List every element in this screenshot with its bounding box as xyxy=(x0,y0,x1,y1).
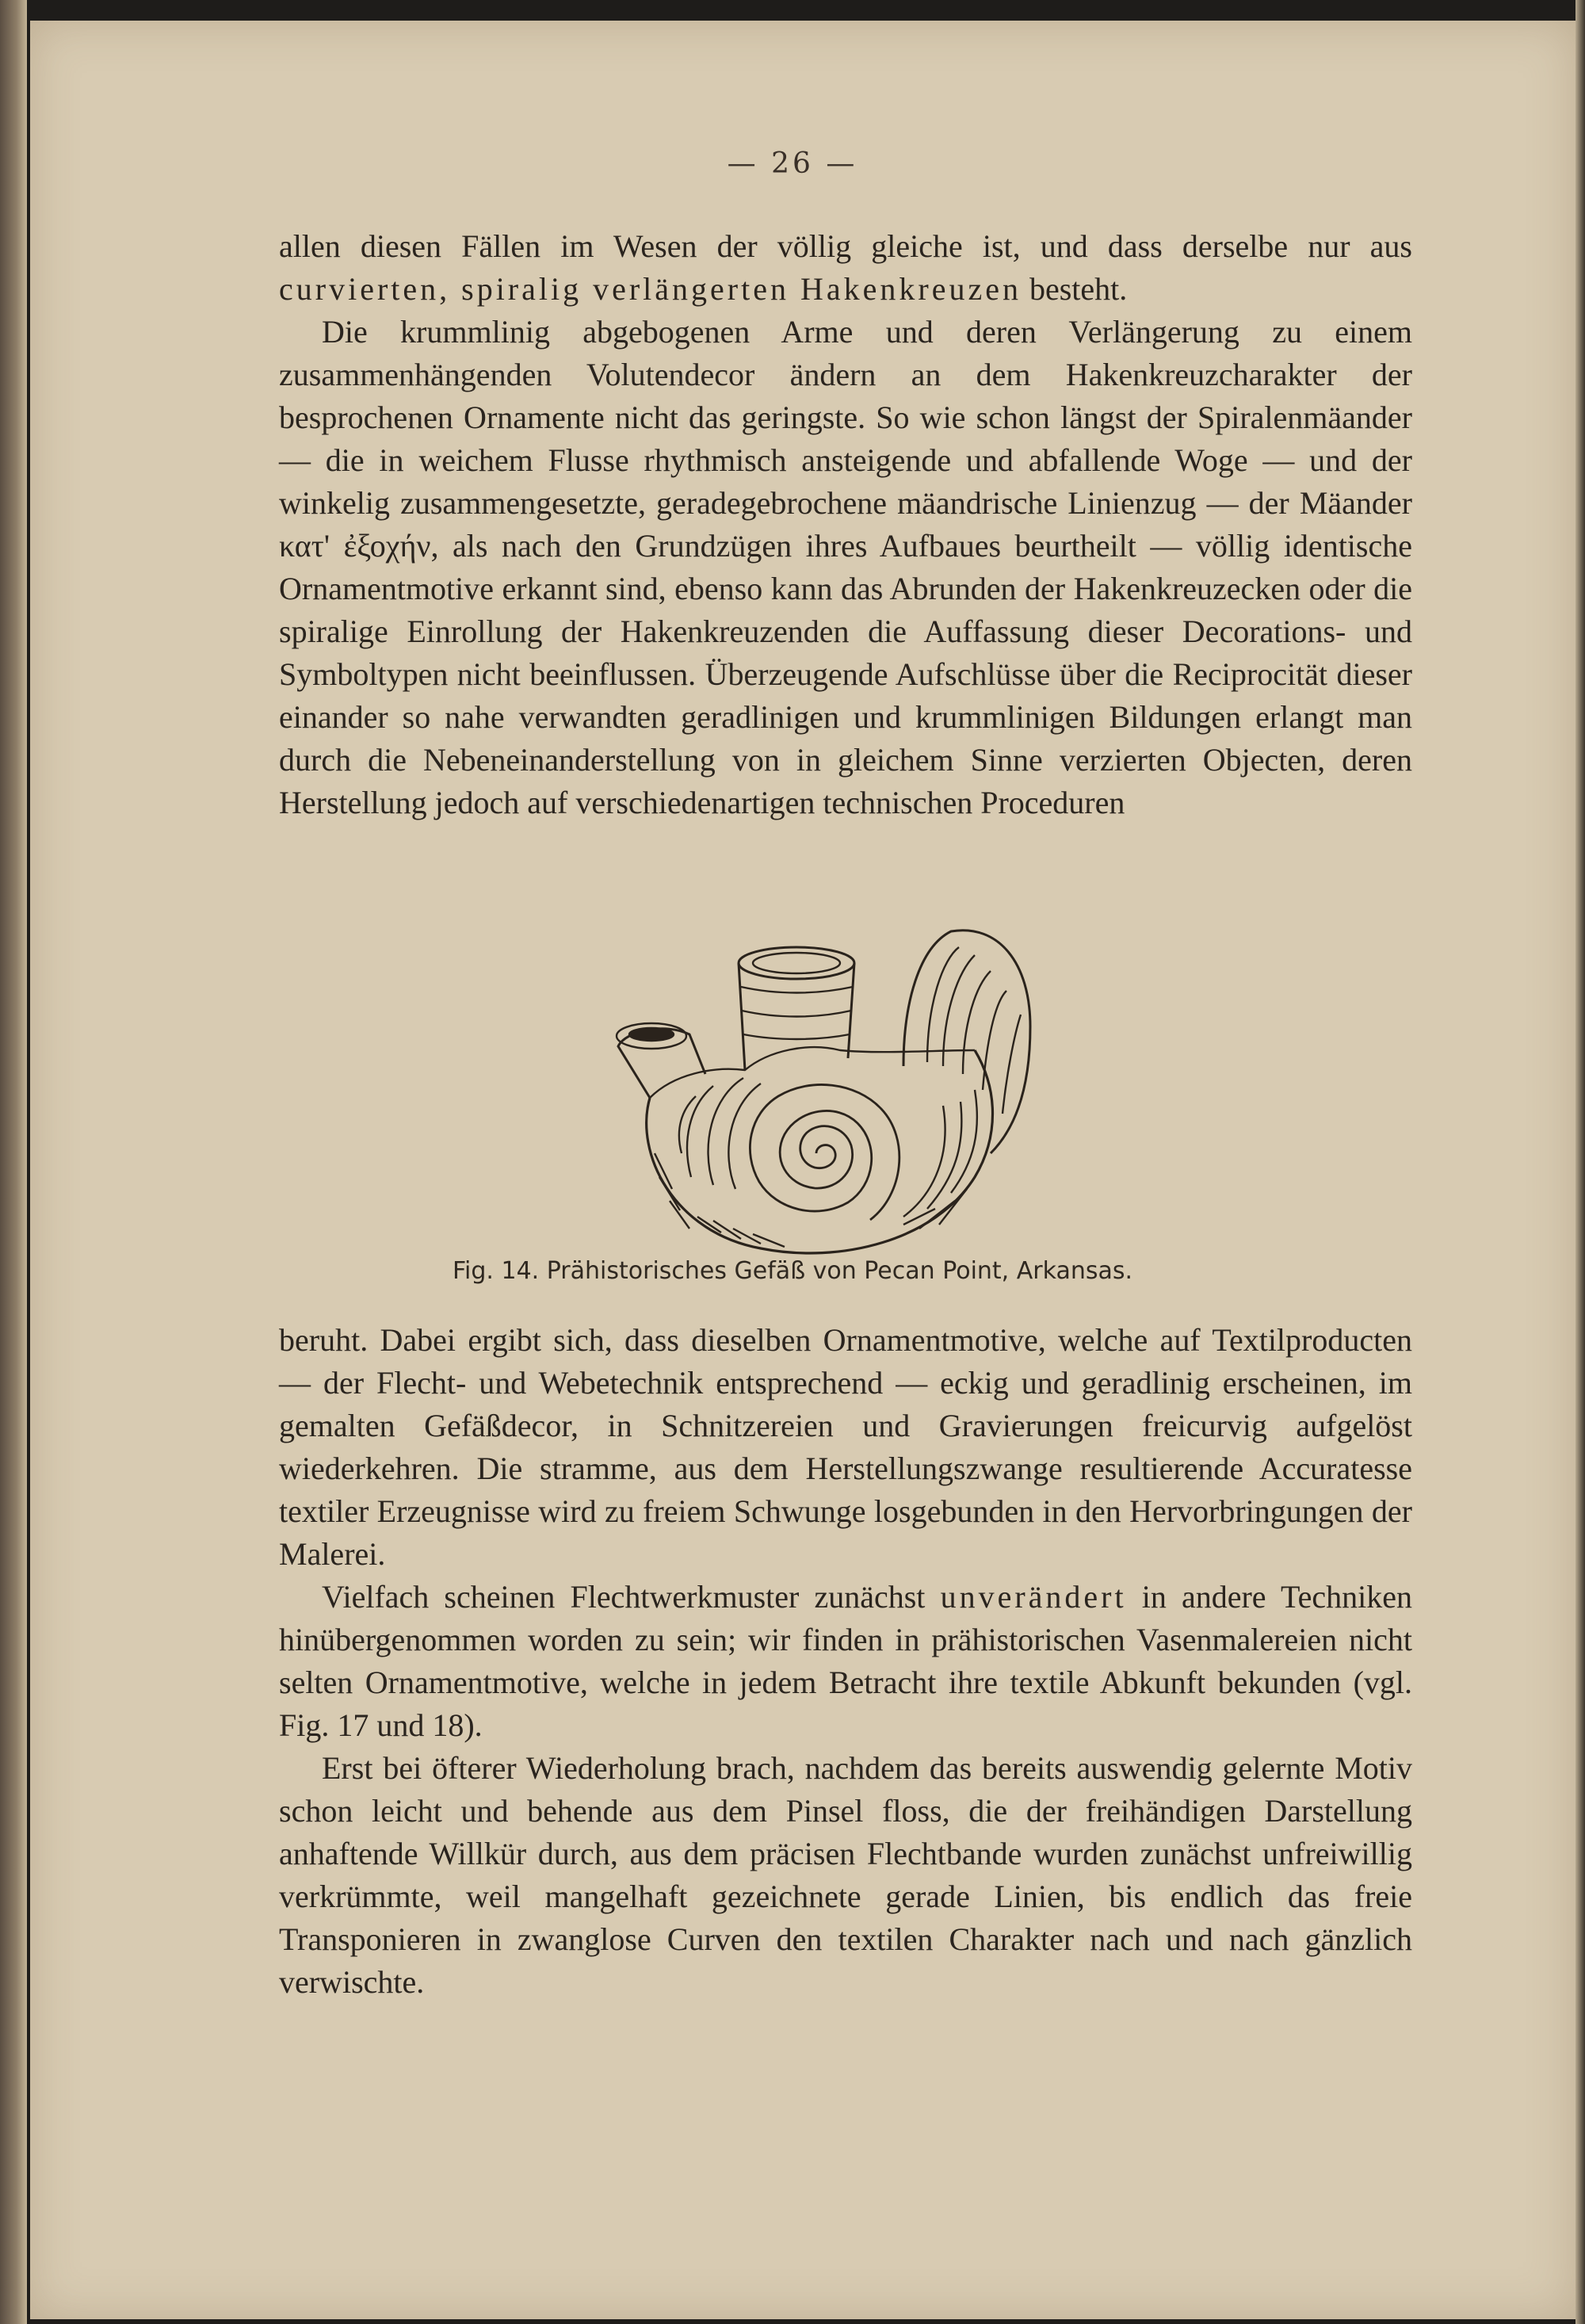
paragraph-4-end: in andere Techniken hinübergenommen worden zu sein; wir finden in prähistorischen Vasenmalereien nicht selten Ornamentmotive, welche in jedem Betracht ihre textile Abkunft bekunden (vgl. Fig. 17 und 18). xyxy=(279,1579,1412,1743)
paragraph-2: Die krummlinig abgebogenen Arme und deren Verlängerung zu einem zusammenhängenden Volutendecor ändern an dem Hakenkreuzcharakter der besprochenen Ornamente nicht das geringste. So wie schon längst der Spiralenmäander — die in weichem Flusse rhythmisch ansteigende und abfallende Woge — und der winkelig zusammengesetzte, geradegebrochene mäandrische Linienzug — der Mäander κατ' ἐξοχήν, als nach den Grundzügen ihres Aufbaues beurtheilt — völlig identische Ornamentmotive erkannt sind, ebenso kann das Abrunden der Hakenkreuzecken oder die spiralige Einrollung der Hakenkreuzenden die Auffassung dieser Decorations- und Symboltypen nicht beeinflussen. Überzeugende Aufschlüsse über die Reciprocität dieser einander so nahe verwandten geradlinigen und krummlinigen Bildungen erlangt man durch die Nebeneinanderstellung von in gleichem Sinne verzierten Objecten, deren Herstellung jedoch auf verschiedenartigen technischen Proceduren xyxy=(279,314,1412,820)
top-text-block xyxy=(279,225,1412,824)
paragraph-1-text: allen diesen Fällen im Wesen der völlig gleiche ist, und dass derselbe nur aus xyxy=(279,228,1412,264)
bottom-text-block xyxy=(279,1319,1412,2004)
paragraph-4 xyxy=(279,1576,1412,1747)
paragraph-4-text: Vielfach scheinen Flechtwerkmuster zunächst xyxy=(322,1579,941,1615)
figure-14-vessel xyxy=(602,915,1046,1264)
page-number: — 26 — xyxy=(727,147,858,180)
figure-caption: Fig. 14. Prähistorisches Gefäß von Pecan Point, Arkansas. xyxy=(452,1257,1133,1285)
paragraph-3: beruht. Dabei ergibt sich, dass dieselben Ornamentmotive, welche auf Textilproducten — der Flecht- und Webetechnik entsprechend — eckig und geradlinig erscheinen, im gemalten Gefäßdecor, in Schnitzereien und Gravierungen freicurvig aufgelöst wiederkehren. Die stramme, aus dem Herstellungszwange resultierende Accuratesse textiler Erzeugnisse wird zu freiem Schwunge losgebunden in den Hervorbringungen der Malerei. xyxy=(279,1322,1412,1572)
paragraph-1-spaced-text: curvierten, spiralig verlängerten Hakenkreuzen xyxy=(279,271,1022,307)
paragraph-5: Erst bei öfterer Wiederholung brach, nachdem das bereits auswendig gelernte Motiv schon leicht und behende aus dem Pinsel floss, die der freihändigen Darstellung anhaftende Willkür durch, aus dem präcisen Flechtbande wurden zunächst unfreiwillig verkrümmte, weil mangelhaft gezeichnete gerade Linien, bis endlich das freie Transponieren in zwanglose Curven den textilen Charakter nach und nach gänzlich verwischte. xyxy=(279,1750,1412,2000)
paragraph-1-end: besteht. xyxy=(1021,271,1128,307)
vessel-illustration xyxy=(602,915,1046,1264)
binding-shadow-left xyxy=(0,0,27,2324)
page-edge-right xyxy=(1575,0,1585,2324)
paragraph-1 xyxy=(279,225,1412,311)
paragraph-4-spaced-text: unverändert xyxy=(940,1579,1127,1615)
